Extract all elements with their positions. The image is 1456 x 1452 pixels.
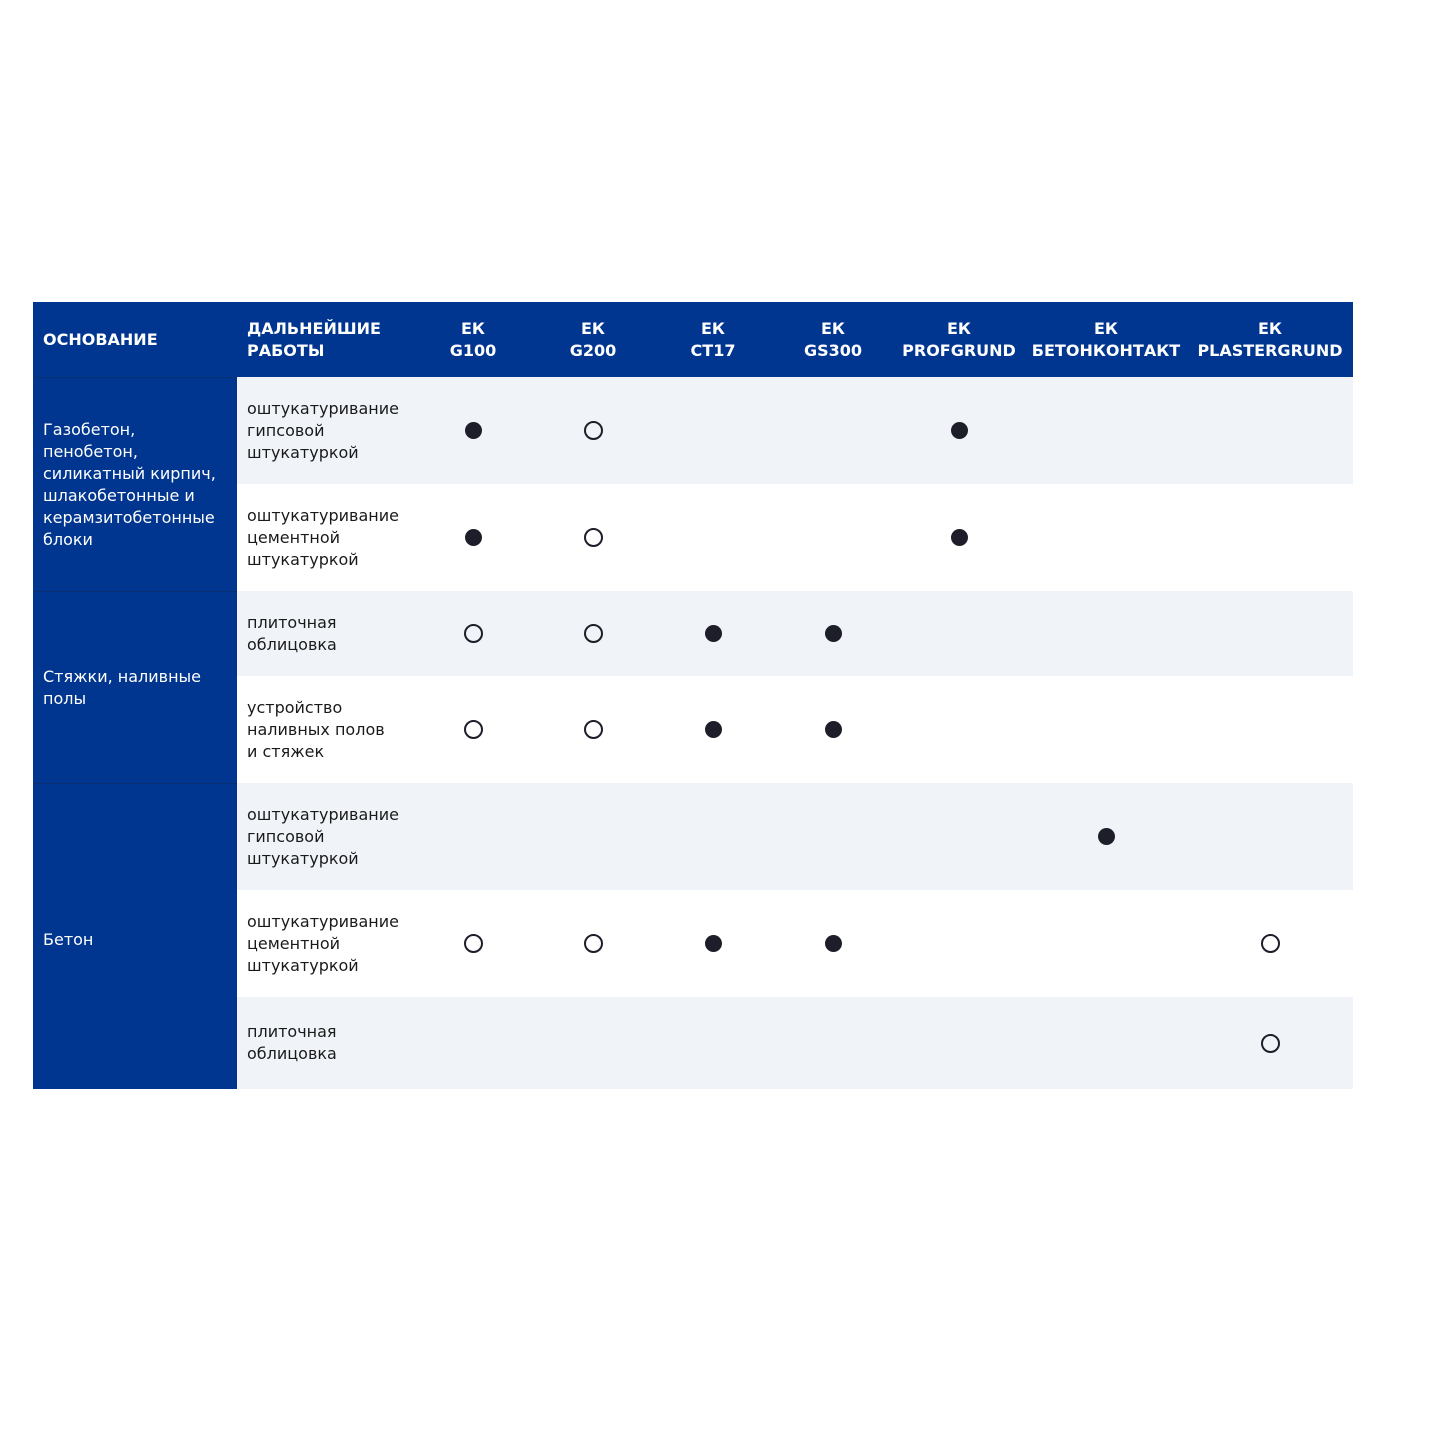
work-line: облицовка xyxy=(247,634,337,654)
base-line: шлакобетонные и xyxy=(43,485,195,505)
product-brand: ЕК xyxy=(1093,319,1118,338)
work-cell xyxy=(237,890,413,997)
mark-cell xyxy=(893,783,1025,890)
mark-cell xyxy=(1025,997,1187,1089)
mark-cell xyxy=(413,377,533,484)
header-work-line: ДАЛЬНЕЙШИЕ xyxy=(247,319,381,338)
work-line: наливных полов xyxy=(247,719,385,739)
mark-cell xyxy=(653,484,773,591)
work-line: и стяжек xyxy=(247,741,325,761)
header-product-profgrund xyxy=(893,302,1025,377)
base-line: блоки xyxy=(43,529,93,549)
product-code: G200 xyxy=(569,341,617,360)
work-cell xyxy=(237,591,413,676)
mark-cell xyxy=(413,591,533,676)
mark-cell xyxy=(1187,676,1353,783)
mark-cell xyxy=(1187,997,1353,1089)
empty-circle-icon xyxy=(584,624,603,643)
base-cell-concrete xyxy=(33,783,237,1089)
product-code: БЕТОНКОНТАКТ xyxy=(1031,341,1181,360)
work-line: цементной xyxy=(247,527,341,547)
mark-cell xyxy=(893,997,1025,1089)
mark-cell xyxy=(773,377,893,484)
base-line: Бетон xyxy=(43,929,94,949)
work-line: устройство xyxy=(247,697,343,717)
mark-cell xyxy=(893,890,1025,997)
work-line: штукатуркой xyxy=(247,549,359,569)
header-product-g100 xyxy=(413,302,533,377)
empty-circle-icon xyxy=(1261,934,1280,953)
mark-cell xyxy=(653,783,773,890)
mark-cell xyxy=(413,484,533,591)
work-line: цементной xyxy=(247,933,341,953)
work-line: оштукатуривание xyxy=(247,505,399,525)
product-brand: ЕК xyxy=(580,319,605,338)
work-cell xyxy=(237,783,413,890)
mark-cell xyxy=(653,591,773,676)
base-cell-aerated-concrete xyxy=(33,377,237,591)
product-code: GS300 xyxy=(803,341,863,360)
filled-circle-icon xyxy=(1098,828,1115,845)
mark-cell xyxy=(413,997,533,1089)
compatibility-table xyxy=(33,302,1353,1089)
filled-circle-icon xyxy=(705,935,722,952)
mark-cell xyxy=(533,377,653,484)
mark-cell xyxy=(1187,890,1353,997)
product-brand: ЕК xyxy=(460,319,485,338)
mark-cell xyxy=(533,484,653,591)
mark-cell xyxy=(893,484,1025,591)
mark-cell xyxy=(1025,591,1187,676)
filled-circle-icon xyxy=(951,529,968,546)
mark-cell xyxy=(533,997,653,1089)
empty-circle-icon xyxy=(584,421,603,440)
work-line: штукатуркой xyxy=(247,442,359,462)
mark-cell xyxy=(1025,783,1187,890)
mark-cell xyxy=(653,890,773,997)
mark-cell xyxy=(1025,676,1187,783)
header-product-betonkontakt xyxy=(1025,302,1187,377)
work-cell xyxy=(237,484,413,591)
product-brand: ЕК xyxy=(820,319,845,338)
base-cell-screeds xyxy=(33,591,237,783)
empty-circle-icon xyxy=(464,720,483,739)
mark-cell xyxy=(413,890,533,997)
mark-cell xyxy=(1025,484,1187,591)
work-line: облицовка xyxy=(247,1044,337,1063)
mark-cell xyxy=(773,591,893,676)
mark-cell xyxy=(1025,377,1187,484)
mark-cell xyxy=(773,997,893,1089)
filled-circle-icon xyxy=(465,529,482,546)
mark-cell xyxy=(1187,783,1353,890)
base-line: силикатный кирпич, xyxy=(43,463,216,483)
base-line: керамзитобетонные xyxy=(43,507,215,527)
work-line: оштукатуривание xyxy=(247,398,399,418)
filled-circle-icon xyxy=(951,422,968,439)
base-line: Газобетон, xyxy=(43,419,136,439)
header-base-label: ОСНОВАНИЕ xyxy=(43,330,158,349)
product-code: G100 xyxy=(449,341,497,360)
filled-circle-icon xyxy=(465,422,482,439)
empty-circle-icon xyxy=(464,934,483,953)
product-code: CT17 xyxy=(690,341,736,360)
header-product-g200 xyxy=(533,302,653,377)
mark-cell xyxy=(653,377,773,484)
product-brand: ЕК xyxy=(1257,319,1282,338)
filled-circle-icon xyxy=(705,625,722,642)
base-line: полы xyxy=(43,688,87,708)
product-code: PROFGRUND xyxy=(902,341,1016,360)
header-work-line: РАБОТЫ xyxy=(247,341,325,360)
work-cell xyxy=(237,997,413,1089)
mark-cell xyxy=(773,484,893,591)
mark-cell xyxy=(893,591,1025,676)
filled-circle-icon xyxy=(705,721,722,738)
empty-circle-icon xyxy=(584,528,603,547)
work-line: плиточная xyxy=(247,1022,337,1041)
empty-circle-icon xyxy=(584,934,603,953)
mark-cell xyxy=(533,591,653,676)
mark-cell xyxy=(533,890,653,997)
mark-cell xyxy=(773,783,893,890)
mark-cell xyxy=(1187,591,1353,676)
mark-cell xyxy=(413,676,533,783)
filled-circle-icon xyxy=(825,625,842,642)
mark-cell xyxy=(893,377,1025,484)
filled-circle-icon xyxy=(825,721,842,738)
mark-cell xyxy=(533,783,653,890)
work-cell xyxy=(237,676,413,783)
mark-cell xyxy=(533,676,653,783)
product-code: PLASTERGRUND xyxy=(1197,341,1343,360)
work-line: плиточная xyxy=(247,612,337,632)
mark-cell xyxy=(653,676,773,783)
filled-circle-icon xyxy=(825,935,842,952)
mark-cell xyxy=(1025,890,1187,997)
mark-cell xyxy=(1187,377,1353,484)
header-work xyxy=(237,302,413,377)
work-line: оштукатуривание xyxy=(247,911,399,931)
product-brand: ЕК xyxy=(946,319,971,338)
base-line: Стяжки, наливные xyxy=(43,666,202,686)
empty-circle-icon xyxy=(1261,1034,1280,1053)
work-line: штукатуркой xyxy=(247,848,359,868)
mark-cell xyxy=(1187,484,1353,591)
work-line: штукатуркой xyxy=(247,955,359,975)
product-brand: ЕК xyxy=(700,319,725,338)
header-product-gs300 xyxy=(773,302,893,377)
work-line: гипсовой xyxy=(247,420,325,440)
empty-circle-icon xyxy=(464,624,483,643)
work-cell xyxy=(237,377,413,484)
empty-circle-icon xyxy=(584,720,603,739)
mark-cell xyxy=(413,783,533,890)
work-line: оштукатуривание xyxy=(247,804,399,824)
header-product-ct17 xyxy=(653,302,773,377)
base-line: пенобетон, xyxy=(43,441,138,461)
mark-cell xyxy=(653,997,773,1089)
mark-cell xyxy=(773,676,893,783)
mark-cell xyxy=(893,676,1025,783)
header-product-plastergrund xyxy=(1187,302,1353,377)
mark-cell xyxy=(773,890,893,997)
work-line: гипсовой xyxy=(247,826,325,846)
header-base xyxy=(33,302,237,377)
